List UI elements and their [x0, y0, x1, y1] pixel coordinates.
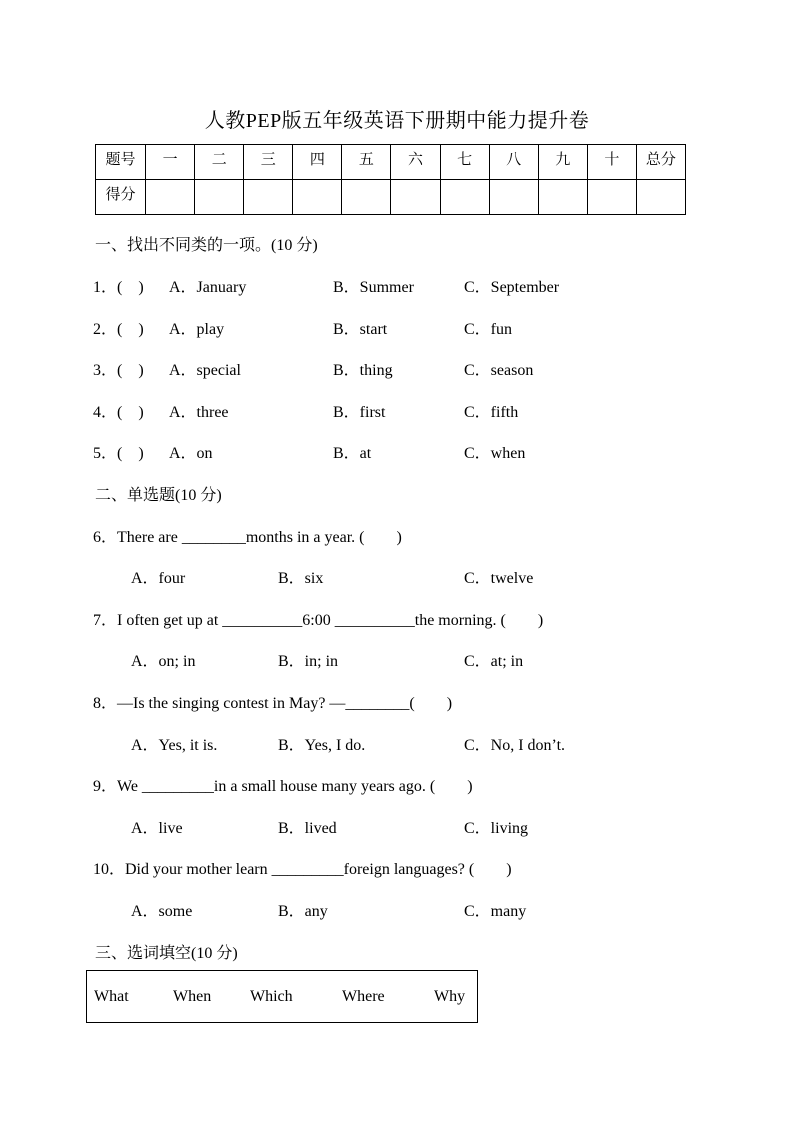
question-number: 1．( )	[93, 279, 144, 296]
word-bank-item: Why	[434, 988, 466, 1005]
question-text: 6．There are ________months in a year. ( )	[93, 529, 402, 546]
word-bank-item: When	[173, 988, 212, 1005]
score-cell[interactable]	[244, 180, 293, 215]
option-a[interactable]: A．play	[169, 321, 225, 338]
section-1-heading: 一、找出不同类的一项。(10 分)	[95, 237, 318, 254]
score-row-label: 得分	[96, 180, 146, 215]
score-header-cell: 六	[391, 145, 440, 180]
option-a[interactable]: A．live	[131, 820, 183, 837]
word-bank-item: Which	[250, 988, 293, 1005]
option-c[interactable]: C．fun	[464, 321, 513, 338]
option-b[interactable]: B．Yes, I do.	[278, 737, 366, 754]
score-cell[interactable]	[293, 180, 342, 215]
options-row	[131, 898, 691, 920]
question-number: 2．( )	[93, 321, 144, 338]
word-bank-item: What	[94, 988, 129, 1005]
score-header-cell: 三	[244, 145, 293, 180]
option-a[interactable]: A．on	[169, 445, 213, 462]
option-a[interactable]: A．January	[169, 279, 247, 296]
score-header-cell: 八	[489, 145, 538, 180]
question-text: 10．Did your mother learn _________foreign languages? ( )	[93, 861, 512, 878]
option-a[interactable]: A．special	[169, 362, 241, 379]
score-header-cell: 十	[587, 145, 636, 180]
section-3-heading: 三、选词填空(10 分)	[95, 945, 238, 962]
option-a[interactable]: A．on; in	[131, 653, 196, 670]
score-cell[interactable]	[636, 180, 685, 215]
score-header-cell: 七	[440, 145, 489, 180]
option-c[interactable]: C．September	[464, 279, 560, 296]
score-table-header-row	[96, 145, 686, 180]
question-number: 5．( )	[93, 445, 144, 462]
score-header-cell: 总分	[636, 145, 685, 180]
option-a[interactable]: A．three	[169, 404, 229, 421]
option-c[interactable]: C．fifth	[464, 404, 519, 421]
options-row	[131, 565, 691, 587]
question-text: 8．—Is the singing contest in May? —________( )	[93, 695, 453, 712]
section-2-heading: 二、单选题(10 分)	[95, 487, 222, 504]
options-row	[131, 732, 691, 754]
score-header-cell: 题号	[96, 145, 146, 180]
options-row	[131, 648, 691, 670]
option-c[interactable]: C．many	[464, 903, 527, 920]
option-a[interactable]: A．Yes, it is.	[131, 737, 218, 754]
option-b[interactable]: B．start	[333, 321, 388, 338]
option-a[interactable]: A．some	[131, 903, 193, 920]
score-cell[interactable]	[587, 180, 636, 215]
options-row	[131, 815, 691, 837]
question-row	[93, 440, 693, 462]
option-b[interactable]: B．thing	[333, 362, 393, 379]
option-b[interactable]: B．any	[278, 903, 328, 920]
question-row	[93, 399, 693, 421]
score-header-cell: 四	[293, 145, 342, 180]
question-text: 7．I often get up at __________6:00 __________the morning. ( )	[93, 612, 544, 629]
score-cell[interactable]	[440, 180, 489, 215]
option-c[interactable]: C．season	[464, 362, 534, 379]
question-row	[93, 274, 693, 296]
question-text: 9．We _________in a small house many years ago. ( )	[93, 778, 473, 795]
question-number: 3．( )	[93, 362, 144, 379]
word-bank-item: Where	[342, 988, 385, 1005]
option-a[interactable]: A．four	[131, 570, 186, 587]
option-b[interactable]: B．first	[333, 404, 386, 421]
score-cell[interactable]	[538, 180, 587, 215]
score-cell[interactable]	[489, 180, 538, 215]
score-table-score-row	[96, 180, 686, 215]
option-b[interactable]: B．Summer	[333, 279, 414, 296]
word-bank-box	[86, 970, 478, 1023]
question-row	[93, 357, 693, 379]
option-c[interactable]: C．when	[464, 445, 526, 462]
score-header-cell: 五	[342, 145, 391, 180]
option-c[interactable]: C．living	[464, 820, 529, 837]
score-header-cell: 二	[195, 145, 244, 180]
question-number: 4．( )	[93, 404, 144, 421]
option-c[interactable]: C．twelve	[464, 570, 534, 587]
option-b[interactable]: B．in; in	[278, 653, 339, 670]
question-row	[93, 316, 693, 338]
score-cell[interactable]	[342, 180, 391, 215]
score-table	[95, 144, 686, 215]
score-cell[interactable]	[146, 180, 195, 215]
page-title: 人教PEP版五年级英语下册期中能力提升卷	[204, 110, 590, 132]
score-header-cell: 一	[146, 145, 195, 180]
option-c[interactable]: C．No, I don’t.	[464, 737, 566, 754]
option-b[interactable]: B．at	[333, 445, 372, 462]
score-header-cell: 九	[538, 145, 587, 180]
option-b[interactable]: B．six	[278, 570, 324, 587]
option-b[interactable]: B．lived	[278, 820, 337, 837]
score-cell[interactable]	[391, 180, 440, 215]
score-cell[interactable]	[195, 180, 244, 215]
option-c[interactable]: C．at; in	[464, 653, 524, 670]
